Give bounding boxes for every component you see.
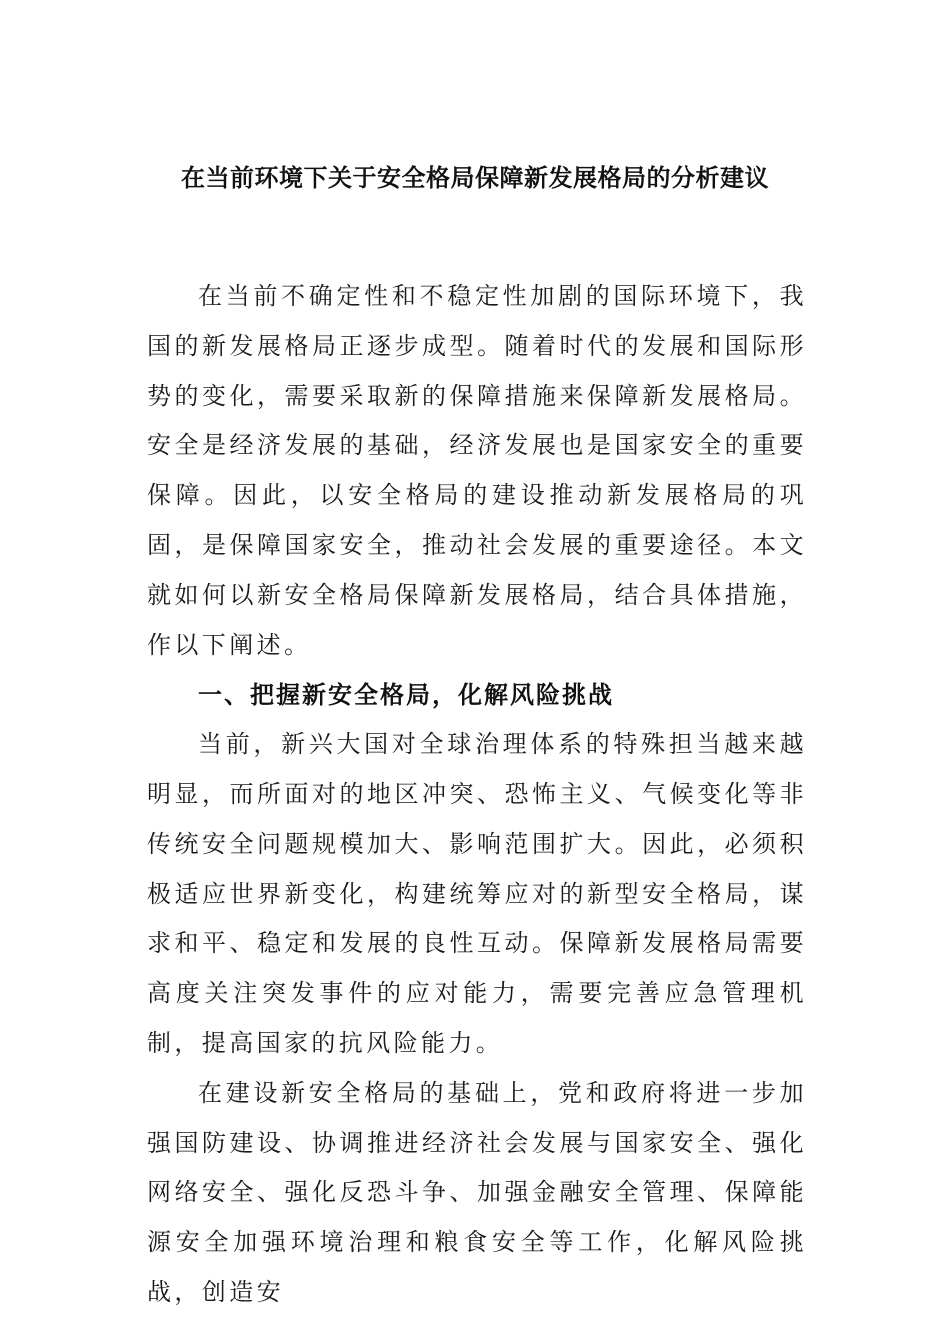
document-body bbox=[147, 272, 807, 1318]
section-paragraph: 在建设新安全格局的基础上，党和政府将进一步加强国防建设、协调推进经济社会发展与国家安全、强化网络安全、强化反恐斗争、加强金融安全管理、保障能源安全加强环境治理和粮食安全等工作，化解风险挑战，创造安 bbox=[147, 1078, 807, 1306]
intro-paragraph: 在当前不确定性和不稳定性加剧的国际环境下，我国的新发展格局正逐步成型。随着时代的发展和国际形势的变化，需要采取新的保障措施来保障新发展格局。安全是经济发展的基础，经济发展也是国家安全的重要保障。因此，以安全格局的建设推动新发展格局的巩固，是保障国家安全，推动社会发展的重要途径。本文就如何以新安全格局保障新发展格局，结合具体措施，作以下阐述。 bbox=[147, 282, 807, 659]
section-paragraph: 当前，新兴大国对全球治理体系的特殊担当越来越明显，而所面对的地区冲突、恐怖主义、气候变化等非传统安全问题规模加大、影响范围扩大。因此，必须积极适应世界新变化，构建统筹应对的新型安全格局，谋求和平、稳定和发展的良性互动。保障新发展格局需要高度关注突发事件的应对能力，需要完善应急管理机制，提高国家的抗风险能力。 bbox=[147, 730, 807, 1057]
document-title: 在当前环境下关于安全格局保障新发展格局的分析建议 bbox=[181, 163, 769, 192]
section-heading: 一、把握新安全格局，化解风险挑战 bbox=[198, 680, 614, 710]
